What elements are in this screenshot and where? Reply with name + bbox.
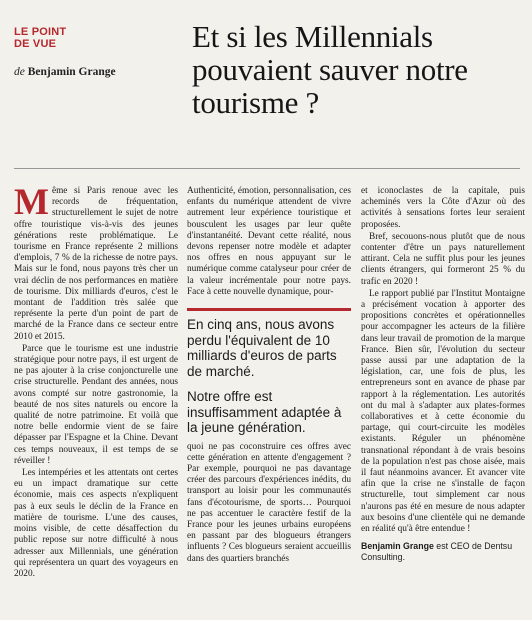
pull-quote-2: Notre offre est insuffisamment adaptée à la jeune génération. (187, 389, 342, 436)
article-column-2 (187, 186, 351, 566)
paragraph: Authenticité, émotion, personnalisation, ces enfants du numérique attendent de vivre autrement leur expérience touristique et bousculent les usages par leur quête d'instantanéité. Devant cette réalité, nous devons repenser notre modèle et adapter nos offres en nous appuyant sur le numérique comme catalyseur pour créer de la valeur incrémentale pour notre pays. Face à cette nouvelle dynamique, pour- (187, 186, 351, 297)
paragraph (14, 182, 178, 343)
byline-author: Benjamin Grange (27, 66, 116, 78)
section-rubric (14, 26, 66, 50)
author-signature (361, 541, 525, 562)
pull-quote-1: En cinq ans, nous avons perdu l'équivalent de 10 milliards d'euros de parts de marché. (187, 308, 351, 379)
article-column-1 (14, 182, 178, 581)
rubric-line-1: LE POINT (14, 26, 67, 38)
paragraph: Bref, secouons-nous plutôt que de nous contenter d'être un pays naturellement attirant. Cela ne suffit plus pour les jeunes clients étrangers, qui formeront 25 % du trafic en 2020 ! (361, 231, 525, 287)
rubric-line-2: DE VUE (14, 38, 57, 50)
paragraph: Le rapport publié par l'Institut Montaigne a précisément vocation à apporter des propositions concrètes et opérationnelles pour accompagner les acteurs de la filière dans leur travail de promotion de la marque France. Bien sûr, l'évolution du secteur passe aussi par une adaptation de la législation, car, une fois de plus, les entrepreneurs sont en avance de phase par rapport à la réglementation. Les autorités ont du mal à s'adapter aux plates-formes collaboratives et à cette économie du partage, qui court-circuite les modèles existants. Réguler un phénomène transnational répondant à de vrais besoins de la population n'est pas chose aisée, mais il faut néanmoins avancer. Et avancer vite afin que la crise ne s'installe de façon structurelle, tout simplement car nous n'aurons pas été en mesure de nous adapter aux besoins d'une clientèle qui ne demande en réalité qu'à être entendue ! (361, 288, 525, 535)
paragraph: Parce que le tourisme est une industrie stratégique pour notre pays, il est urgent de ne pas ajouter à la crise conjoncturelle une crise structurelle. Pendant des années, nous avons compté sur notre gastronomie, la beauté de nos sites naturels ou encore la qualité de notre patrimoine. Et voilà que notre belle endormie vient de se faire dépasser par l'Espagne et la Chine. Devant ces temps nouveaux, il est temps de se réveiller ! (14, 343, 178, 466)
signature-name: Benjamin Grange (361, 541, 434, 552)
paragraph: Les intempéries et les attentats ont certes eu un impact dramatique sur cette économie, mais ces aspects n'expliquent pas à eux seuls le déclin de la France en matière de tourisme. L'une des causes, moins visible, de cette désaffection du public repose sur notre difficulté à nous adresser aux Millennials, une génération qui représentera un quart des voyageurs en 2020. (14, 468, 178, 579)
byline (14, 66, 116, 78)
byline-prefix: de (14, 66, 25, 78)
drop-cap: M (14, 182, 49, 223)
paragraph: et iconoclastes de la capitale, puis acheminés vers la Côte d'Azur où des activités à sensations fortes leur seraient proposées. (361, 186, 525, 230)
article-headline: Et si les Millennials pouvaient sauver notre tourisme ? (192, 19, 468, 120)
signature-role: est CEO de Dentsu Consulting. (361, 541, 513, 562)
paragraph-text: ême si Paris renoue avec les records de fréquentation, structurellement le sujet de notre offre touristique vis-à-vis des jeunes générations reste problématique. Le tourisme en France représente 2 millions d'emplois, 7 % de la richesse de notre pays. Mais sur le fond, nous payons très cher un vrai déclin de nos performances en matière de tourisme. Dix milliards d'euros, c'est le montant de l'addition très salée que représente la perte d'un point de part de marché de la France dans ce secteur entre 2010 et 2015. (14, 186, 178, 342)
article-column-3 (361, 186, 525, 562)
paragraph: quoi ne pas coconstruire ces offres avec cette génération en attente d'engagement ? Par exemple, pourquoi ne pas davantage créer des parcours d'expériences inédits, du transport au loisir pour les communautés fans d'écotourisme, de sports… Pourquoi ne pas accentuer le caractère festif de la France pour les jeunes urbains européens en passant par des blogueurs étrangers influents ? Ces blogueurs seraient accueillis dans des quartiers branchés (187, 441, 351, 564)
header-divider (14, 168, 520, 169)
